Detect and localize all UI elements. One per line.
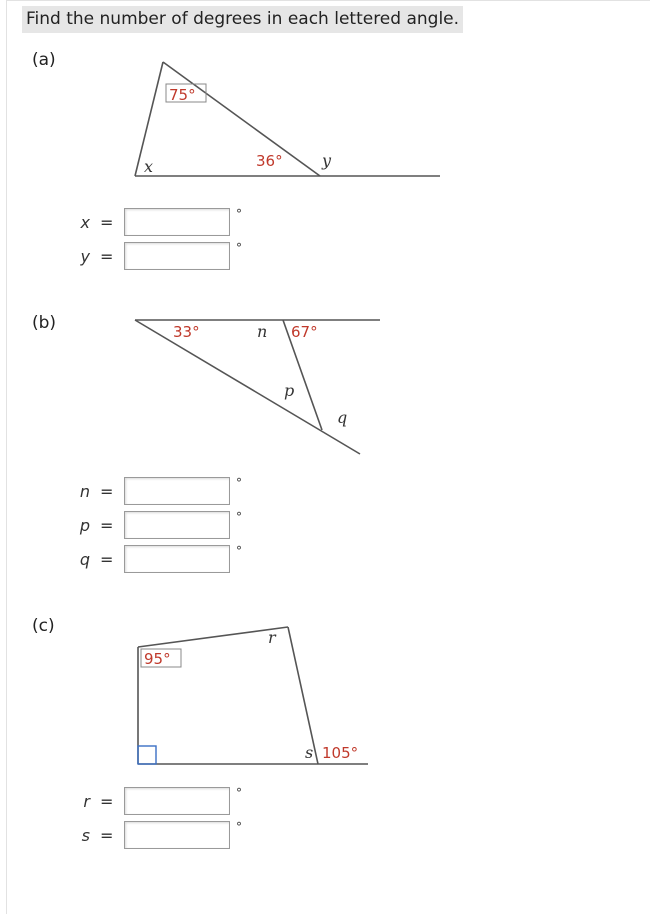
equals-sign: =	[100, 550, 114, 569]
answer-input-q[interactable]	[124, 545, 230, 573]
figure-b-angle-67: 67°	[291, 323, 318, 341]
answer-input-x[interactable]	[124, 208, 230, 236]
figure-b-diagonal	[135, 320, 360, 454]
var-label-x: x	[80, 213, 90, 232]
equals-sign: =	[100, 247, 114, 266]
figure-b-var-n: n	[257, 322, 268, 341]
degree-unit: °	[236, 510, 242, 524]
var-label-q: q	[79, 550, 90, 569]
answer-input-p[interactable]	[124, 511, 230, 539]
figure-c-angle-105: 105°	[322, 744, 359, 762]
question-prompt: Find the number of degrees in each lettered angle.	[22, 6, 463, 33]
var-label-r: r	[83, 792, 90, 811]
figure-c-angle-95: 95°	[144, 650, 171, 668]
equals-sign: =	[100, 213, 114, 232]
var-label-p: p	[79, 516, 90, 535]
figure-a-var-y: y	[322, 151, 332, 170]
degree-unit: °	[236, 786, 242, 800]
var-label-n: n	[79, 482, 90, 501]
answer-input-n[interactable]	[124, 477, 230, 505]
degree-unit: °	[236, 820, 242, 834]
var-label-s: s	[81, 826, 90, 845]
degree-unit: °	[236, 241, 242, 255]
figure-b-var-q: q	[337, 408, 348, 427]
equals-sign: =	[100, 826, 114, 845]
figure-b-var-p: p	[284, 381, 295, 400]
figure-a-right-side	[163, 62, 320, 176]
figure-a-var-x: x	[144, 157, 154, 176]
degree-unit: °	[236, 476, 242, 490]
figure-a	[135, 62, 440, 176]
answer-input-y[interactable]	[124, 242, 230, 270]
part-c-label: (c)	[32, 616, 55, 636]
degree-unit: °	[236, 207, 242, 221]
figure-c-right-angle-mark	[138, 746, 156, 764]
figure-c-top-side	[138, 627, 288, 647]
figure-c-var-s: s	[305, 743, 314, 762]
figure-c-var-r: r	[268, 628, 276, 647]
answer-input-r[interactable]	[124, 787, 230, 815]
part-b-label: (b)	[32, 313, 57, 333]
var-label-y: y	[80, 247, 90, 266]
answer-input-s[interactable]	[124, 821, 230, 849]
degree-unit: °	[236, 544, 242, 558]
part-a-label: (a)	[32, 50, 56, 70]
equals-sign: =	[100, 482, 114, 501]
figure-a-angle-top: 75°	[169, 86, 196, 104]
equals-sign: =	[100, 516, 114, 535]
figure-b-angle-33: 33°	[173, 323, 200, 341]
equals-sign: =	[100, 792, 114, 811]
figure-c-right-side	[288, 627, 318, 764]
figure-a-angle-right: 36°	[256, 152, 283, 170]
